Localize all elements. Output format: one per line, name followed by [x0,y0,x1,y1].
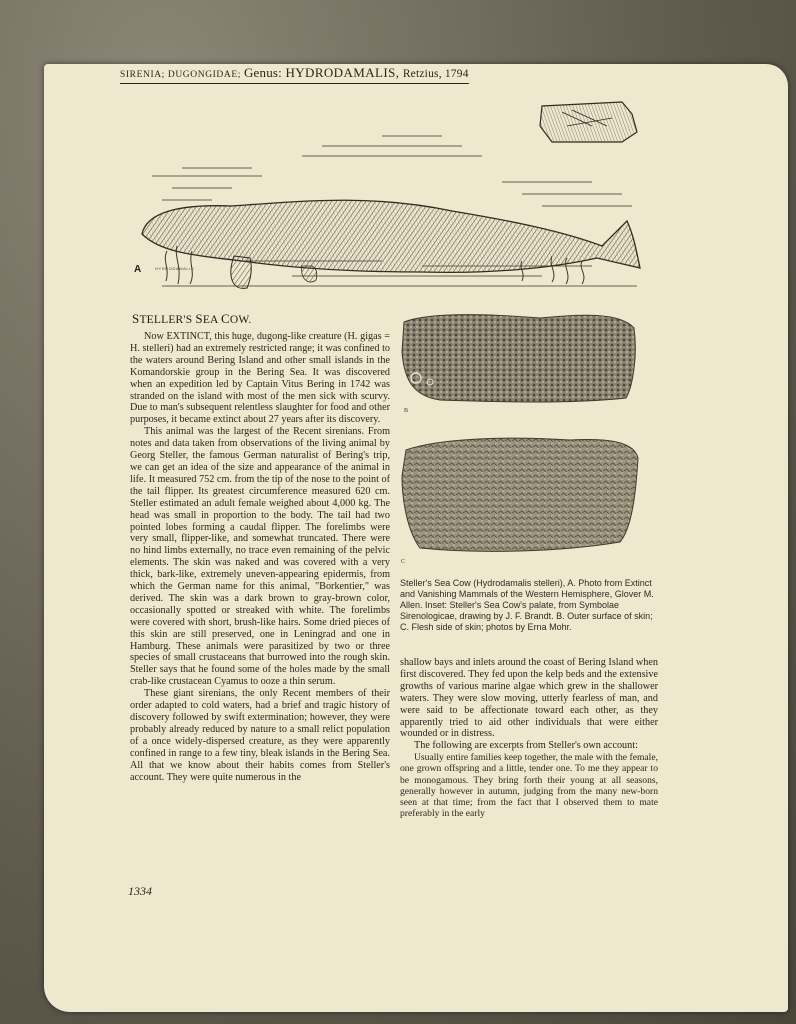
header-family: DUGONGIDAE [167,70,238,80]
sea-cow-illustration [122,96,642,291]
paragraph-3: These giant sirenians, the only Recent members of their order adapted to cold waters, had a brief and tragic history of discovery followed by swift extermination; however, they were probably already reduced by nature to a small relict population of a once widely-dispersed creature, as they were apparently confined in range to a few tiny, bleak islands in the Bering Sea. All that we know about their habits comes from Steller's account. They were quite numerous in the [130,688,390,783]
header-genus-label: Genus: [243,65,282,80]
skin-photo-flesh-side [400,432,640,556]
figure-label-a: A [134,264,142,275]
section-title: STELLER'S SEA COW. [132,311,252,326]
page-header: SIRENIA; DUGONGIDAE; Genus: HYDRODAMALIS, Retzius, 1794 [120,65,469,84]
right-column [400,657,658,819]
paragraph-2: This animal was the largest of the Recent sirenians. From notes and data taken from observations of the living animal by Georg Steller, the famous German naturalist of Bering's trip, we can get an idea of the size and appearance of the animal in life. It measured 752 cm. from the tip of the nose to the point of the tail flipper. Its greatest circumference measured 620 cm. Steller estimated an adult female weighed about 4,000 kg. The head was small in proportion to the body. The tail had two pointed lobes forming a caudal flipper. The forelimbs were very small, flipper-like, and somewhat truncated. There were no hind limbs externally, no trace even remaining of the pelvic elements. The skin was naked and was covered with a very thick, bark-like, extremely uneven-appearing epidermis, from which the German name for this animal, "Borkentier," was derived. The skin was a dark brown to gray-brown color, occasionally spotted or streaked with white. The forelimbs were covered with short, brush-like hairs. Some dried pieces of this skin are still preserved, one in Leningrad and one in Hamburg. These animals were parasitized by two or three species of small crustaceans that burrowed into the rough skin. Steller says that he found some of the holes made by the small crab-like crustacean Cyamus to ooze a thin serum. [130,426,390,688]
header-order: SIRENIA [120,70,162,80]
paragraph-1: Now EXTINCT, this huge, dugong-like creature (H. gigas = H. stelleri) had an extremely restricted range; it was confined to the waters around Bering Island and other small islands in the Komandorskie group in the Bering Sea. It was discovered when an expedition led by Captain Vitus Bering in 1742 was stranded on the island with most of the men sick with scurvy. Due to man's subsequent relentless slaughter for food and other purposes, it became extinct about 27 years after its discovery. [130,331,390,426]
figure-caption: Steller's Sea Cow (Hydrodamalis stelleri), A. Photo from Extinct and Vanishing Mammals of the Western Hemisphere, Glover M. Allen. Inset: Steller's Sea Cow's palate, from Symbolae Sirenologicae, drawing by J. F. Brandt. B. Outer surface of skin; C. Flesh side of skin; photos by Erna Mohr. [400,578,654,632]
page-number: 1334 [128,884,152,898]
figure-label-b: B [404,408,409,414]
paragraph-4: shallow bays and inlets around the coast of Bering Island when first discovered. They fed upon the kelp beds and the extensive growths of various marine algae which grew in the shallower waters. They were slow moving, utterly fearless of man, and were said to be affectionate toward each other, as they apparently tried to aid other individuals that were either wounded or in distress. [400,657,658,740]
figure-label-c: C [401,559,406,565]
header-authority: Retzius, 1794 [402,68,469,80]
left-column [130,331,390,783]
header-genus-name: HYDRODAMALIS, [285,65,400,80]
skin-photo-outer-surface [400,308,638,406]
paragraph-5: The following are excerpts from Steller's own account: [414,740,638,752]
illustration-tiny-caption: HYDRODAMALIS [155,266,195,271]
steller-quote: Usually entire families keep together, the male with the female, one grown offspring and a little, tender one. To me they appear to be monogamous. They bring forth their young at all seasons, generally however in autumn, judging from the many new-born seen at that time; from the fact that I observed them to mate preferably in the early [400,752,658,820]
